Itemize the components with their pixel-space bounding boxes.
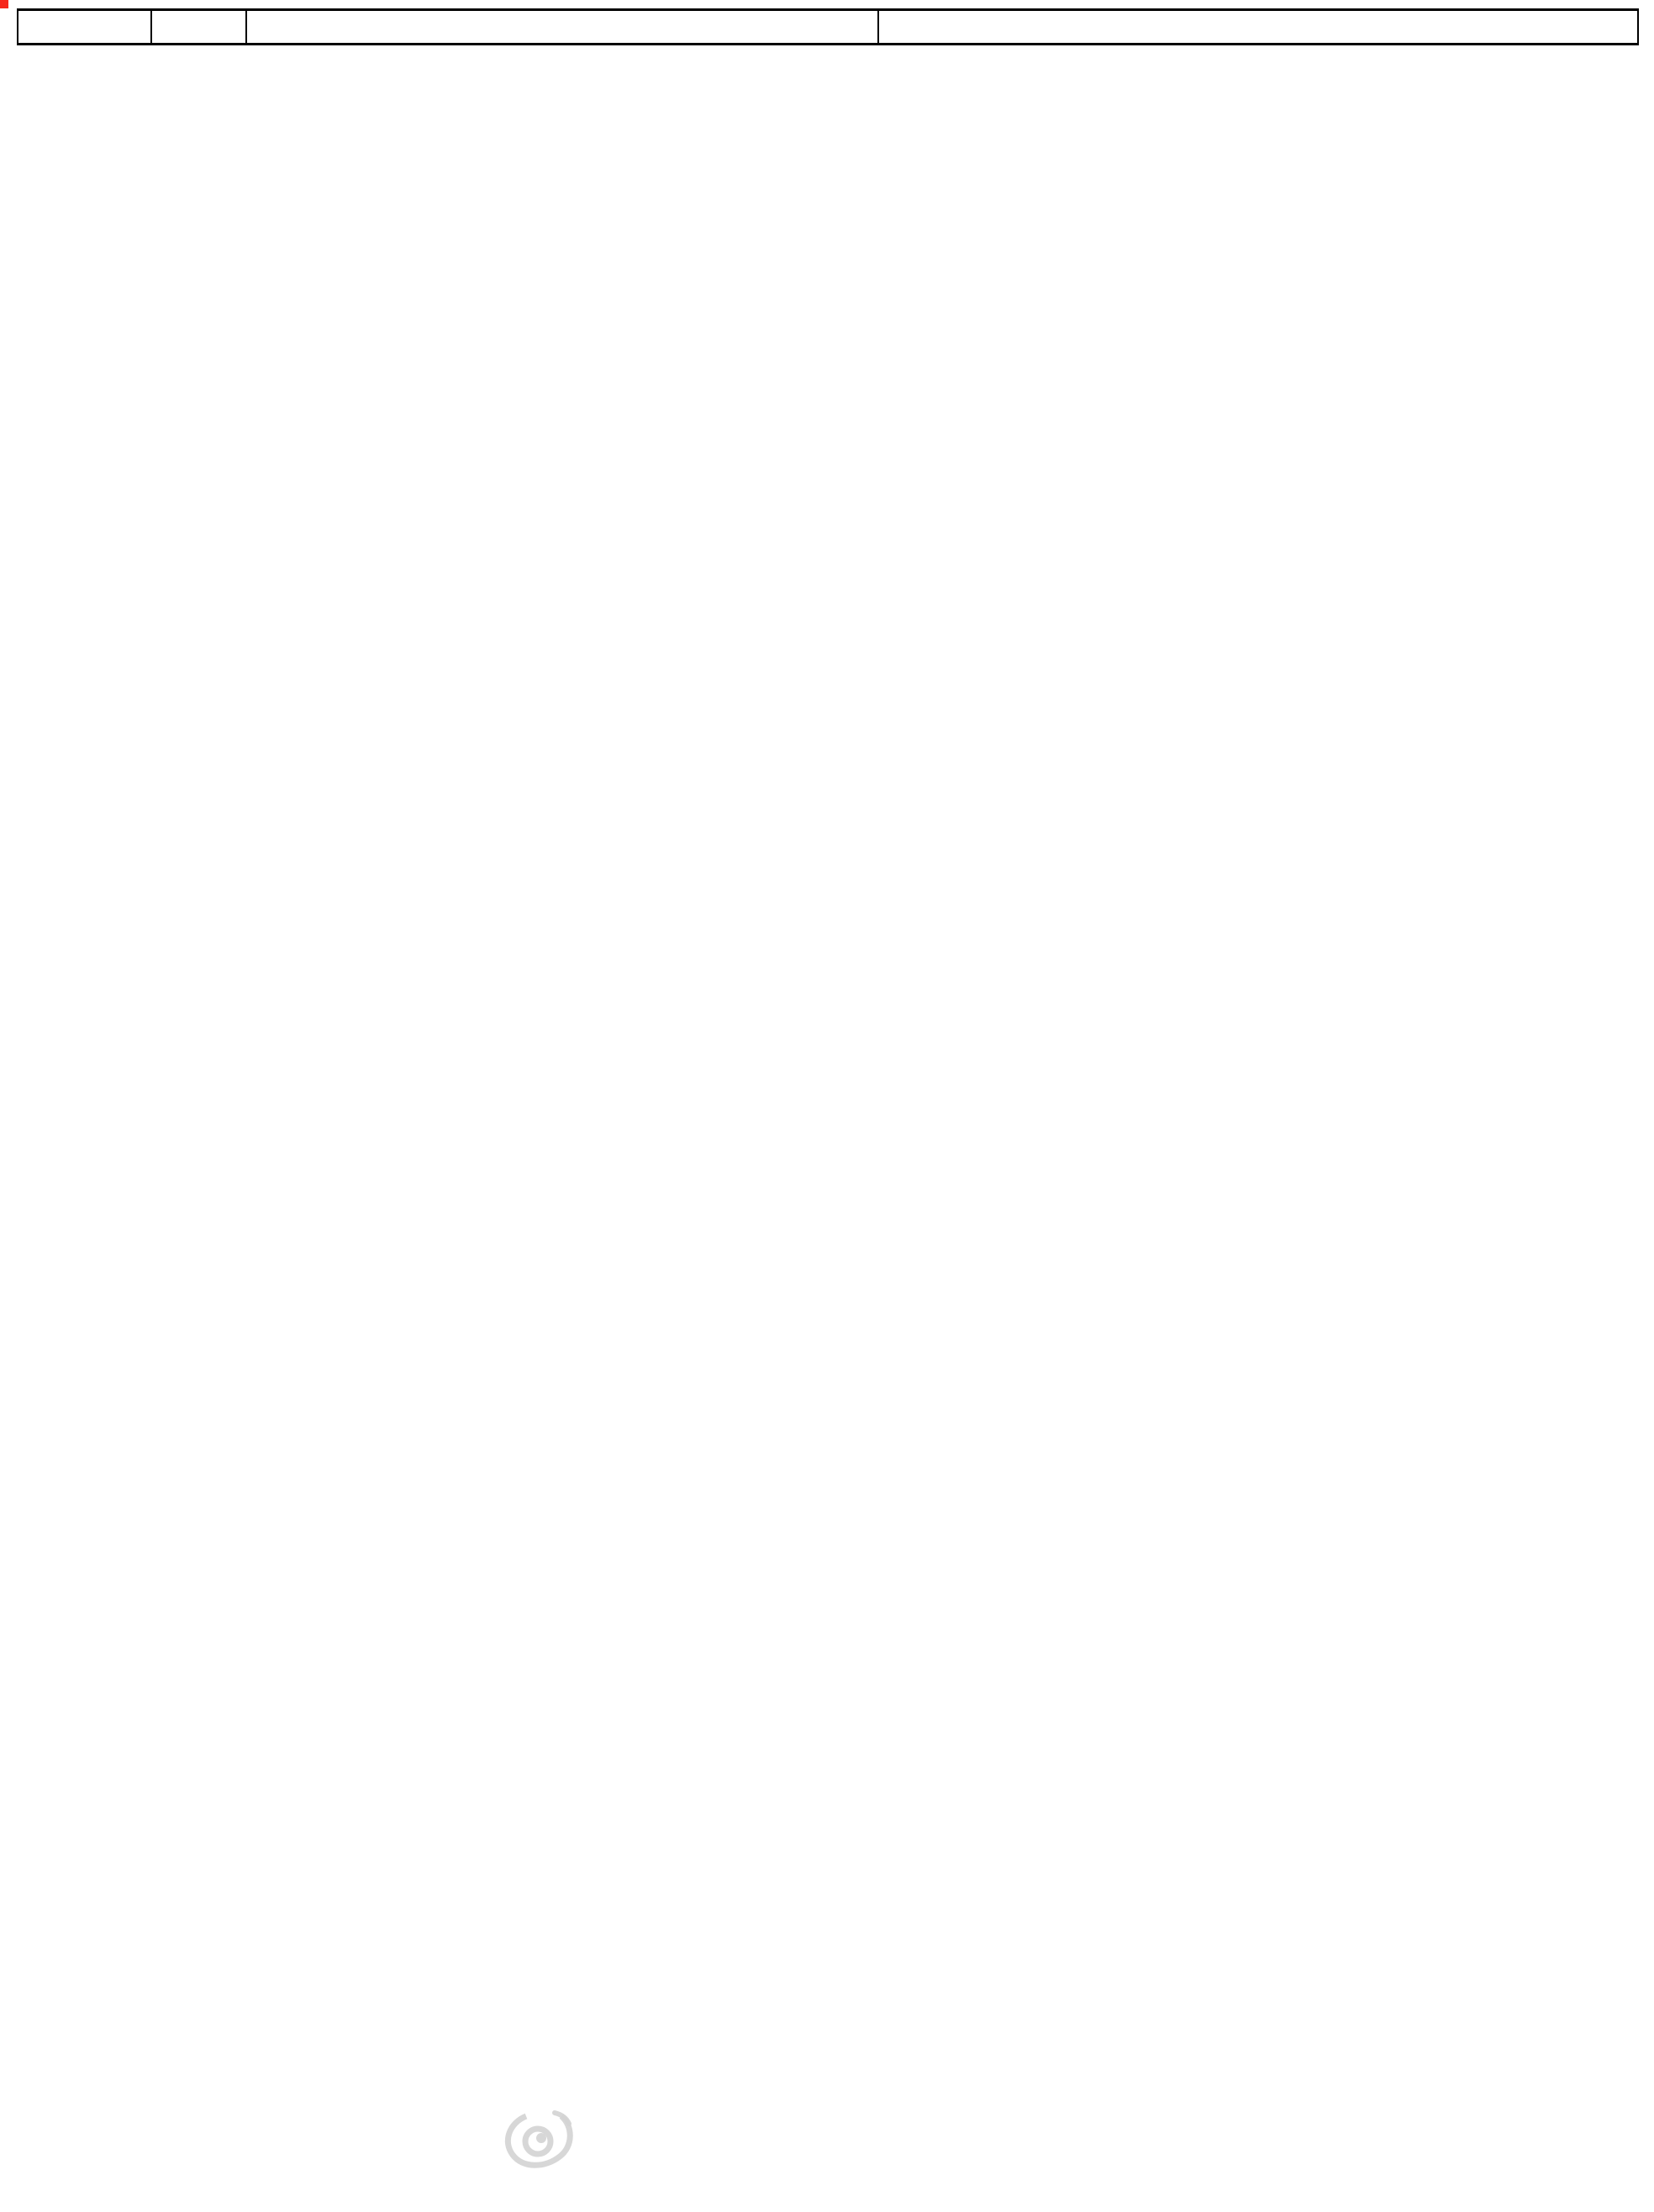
header-number-cell	[151, 10, 246, 45]
header-address-cell	[878, 10, 1638, 45]
header-district-cell	[18, 10, 151, 45]
header-school-cell	[246, 10, 878, 45]
table-header-row	[18, 10, 1638, 45]
watermark	[503, 2108, 585, 2170]
weibo-eye-icon	[503, 2108, 577, 2170]
exam-table	[17, 8, 1639, 45]
highlight-box	[0, 0, 8, 8]
